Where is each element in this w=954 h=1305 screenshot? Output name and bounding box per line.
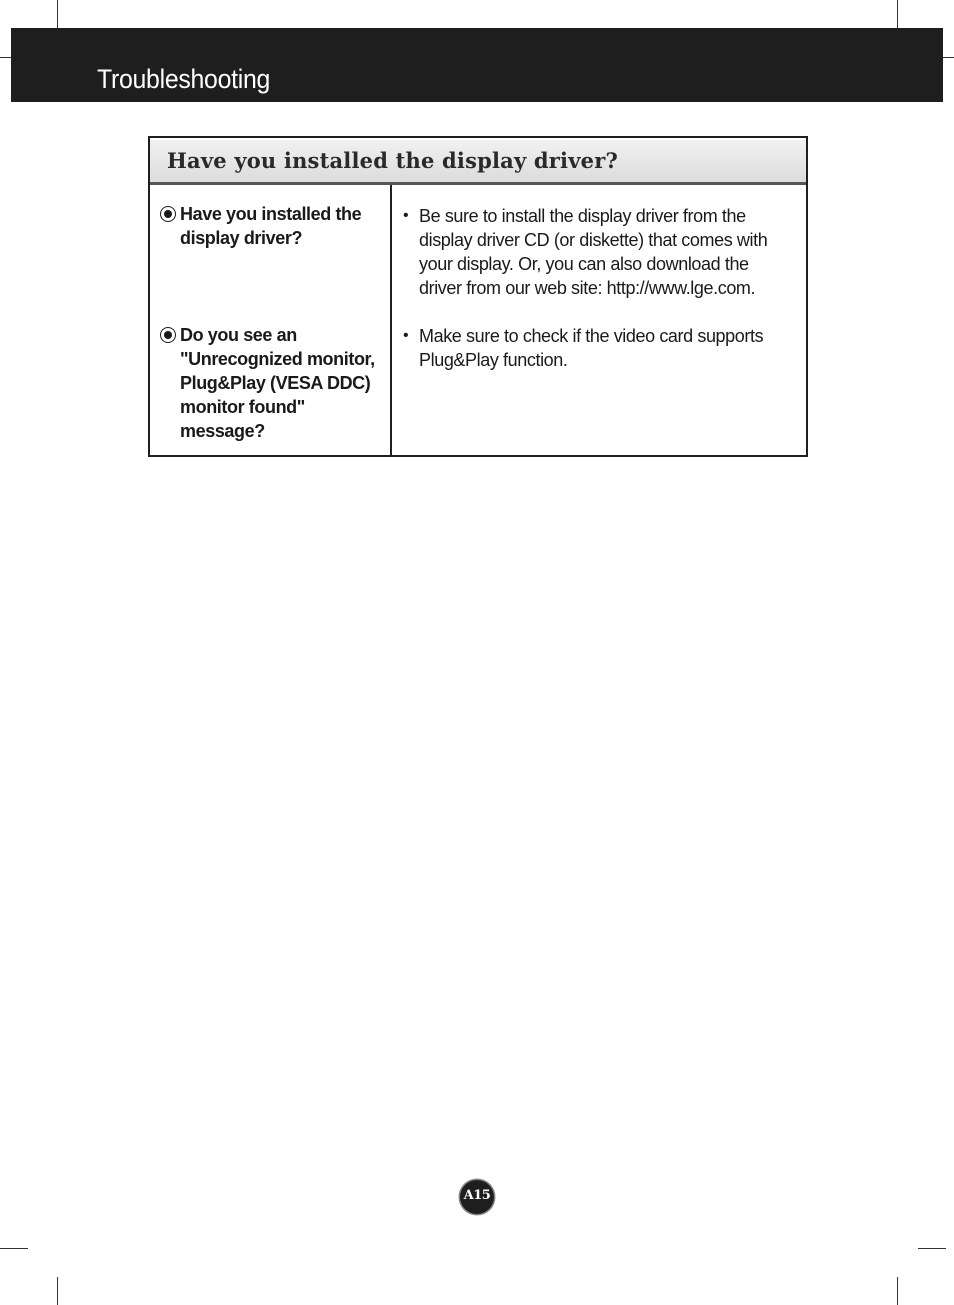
question-item (160, 202, 382, 250)
crop-mark-bottom-left (57, 1277, 58, 1305)
page-title: Troubleshooting (97, 64, 271, 94)
answer-text: Make sure to check if the video card supports Plug&Play function. (419, 326, 764, 370)
answer-text: Be sure to install the display driver from the display driver CD (or diskette) that comes with your display. Or, you can also download the driver from our web site: http://www.lge.com. (419, 206, 768, 298)
answer-item (402, 324, 787, 372)
column-divider (390, 185, 392, 455)
bullet-dot-icon: • (403, 207, 409, 224)
radio-bullet-icon (160, 206, 176, 222)
question-text: Have you installed the display driver? (180, 204, 362, 248)
question-item (160, 323, 382, 443)
crop-mark-left-lower (0, 1248, 28, 1249)
radio-bullet-icon (160, 327, 176, 343)
crop-mark-right-lower (918, 1248, 946, 1249)
page-number-badge (460, 1180, 494, 1214)
troubleshooting-table (148, 136, 808, 457)
crop-mark-bottom-right (897, 1277, 898, 1305)
crop-mark-top-right (897, 0, 898, 28)
table-header (150, 138, 806, 185)
bullet-dot-icon: • (403, 327, 409, 344)
answer-item (402, 204, 787, 300)
question-text: Do you see an "Unrecognized monitor, Plug&Play (VESA DDC) monitor found" message? (180, 325, 375, 441)
page-number: A15 (463, 1188, 491, 1203)
crop-mark-top-left (57, 0, 58, 28)
table-heading: Have you installed the display driver? (167, 148, 618, 173)
header-band (11, 28, 943, 102)
